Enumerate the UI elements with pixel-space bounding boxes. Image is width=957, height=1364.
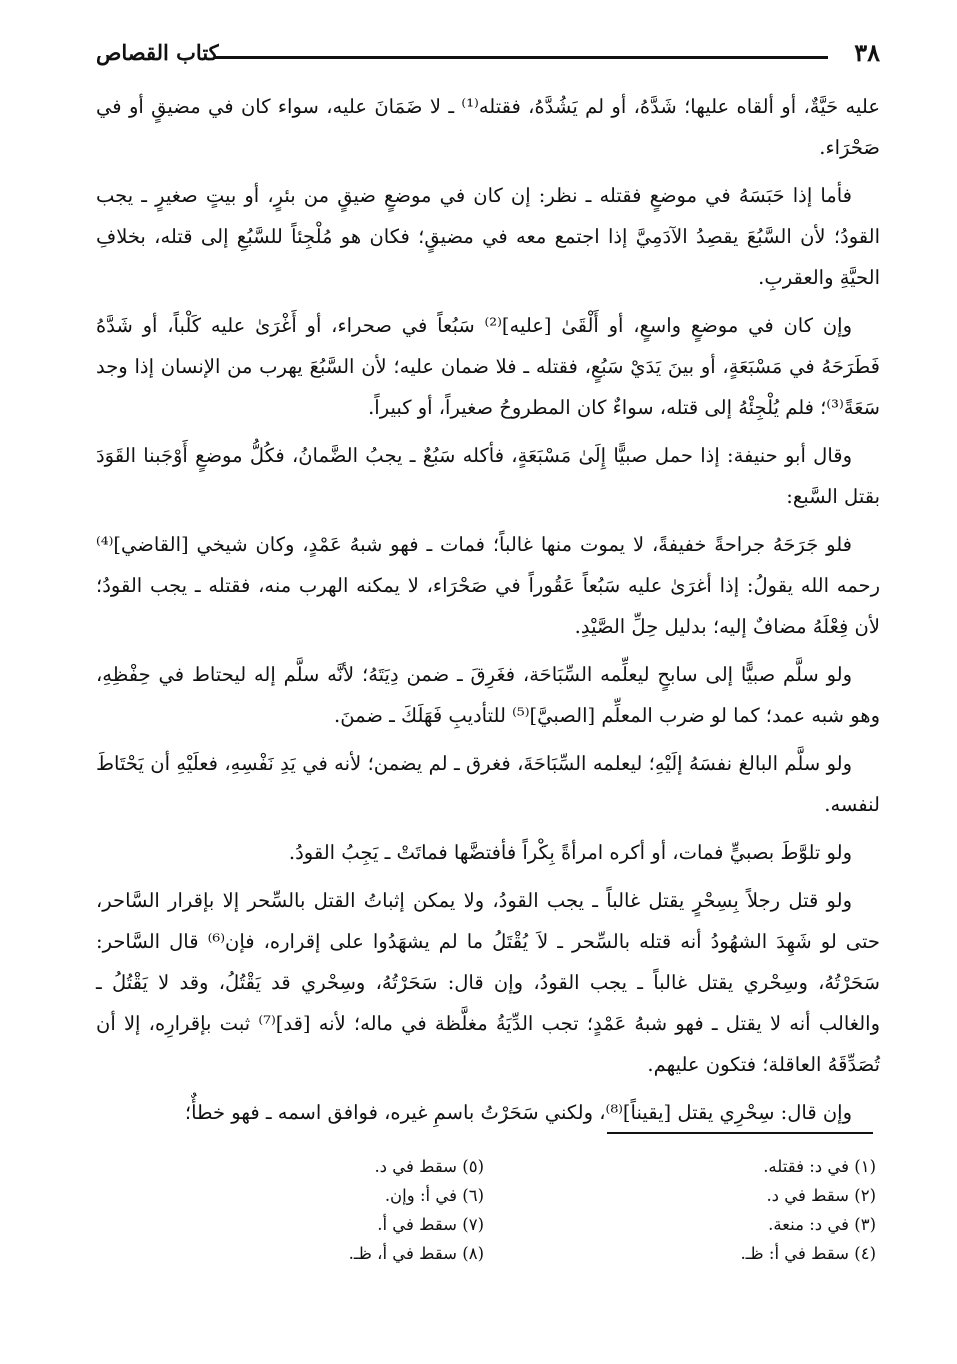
paragraph: ولو سلَّم صبيًّا إلى سابحٍ ليعلِّمه السِّبَاحَة، فغَرِقَ ـ ضمن دِيَتَهُ؛ لأنَّه سلَّم إله ليحتاط في حِفْظِهِ، وهو شبه عمد؛ كما لو ضرب المعلِّم [الصبيَّ]⁽⁵⁾ للتأديبِ فَهَلَكَ ـ ضمنَ.	[96, 663, 880, 727]
footnote: (١) في د: فقتله.	[763, 1157, 876, 1176]
paragraph: وإن كان في موضعٍ واسعٍ، أو أَلْقَىٰ [عليه]⁽²⁾ سَبُعاً في صحراء، أو أَغْرَىٰ عليه كَلْباً، أو شَدَّهُ فَطَرَحَهُ في مَسْبَعَةٍ، أو بينَ يَدَيْ سَبُعٍ، فقتله ـ فلا ضمان عليه؛ لأن السَّبُعَ يهرب من الإنسان إذا وجد سَعَةً⁽³⁾؛ فلم يُلْجِئْهُ إلى قتله، سواءٌ كان المطروحُ صغيراً، أو كبيراً.	[96, 314, 880, 419]
paragraph: وإن قال: سِحْرِي يقتل [يقيناً]⁽⁸⁾، ولكني سَحَرْتُ باسمِ غيره، فوافق اسمه ـ فهو خطأٌ؛	[184, 1101, 852, 1124]
paragraph: ولو تلوَّطَ بصبيٍّ فمات، أو أكره امرأةً بِكْراً فأفتضَّها فماتَتْ ـ يَجِبُ القودُ.	[288, 841, 852, 864]
main-text	[96, 86, 880, 1140]
footnotes	[96, 1152, 880, 1302]
footnote: (٢) سقط في د.	[766, 1186, 876, 1205]
page-header	[96, 34, 880, 70]
footnote: (٧) سقط في أ.	[377, 1215, 484, 1234]
footnote: (٣) في د: منعة.	[768, 1215, 876, 1234]
paragraph: ولو قتل رجلاً بِسِحْرٍ يقتل غالباً ـ يجب القودُ، ولا يمكن إثباتُ القتل بالسِّحر إلا بإقرار السَّاحر، حتى لو شَهِدَ الشهُودُ أنه قتله بالسِّحر ـ لاَ يُقْتَلُ ما لم يشهَدُوا على إقراره، فإن⁽⁶⁾ قال السَّاحر: سَحَرْتُهُ، وسِحْري يقتل غالباً ـ يجب القودُ، وإن قال: سَحَرْتُهُ، وسِحْري قد يَقْتُلُ، وقد لا يَقْتُلُ ـ والغالب أنه لا يقتل ـ فهو شبهُ عَمْدٍ؛ تجب الدِّيَةُ مغلَّظة في ماله؛ لأنه [قد]⁽⁷⁾ ثبت بإقرارِه، إلا أن تُصَدِّقَهُ العاقلة؛ فتكون عليهم.	[96, 889, 880, 1076]
book-title: كتاب القصاص	[96, 40, 219, 65]
footnote: (٤) سقط في أ: ظـ.	[740, 1244, 876, 1263]
header-rule	[214, 56, 828, 59]
footnote-rule	[607, 1132, 873, 1134]
page-number: ٣٨	[854, 38, 880, 67]
footnote: (٦) في أ: وإن.	[384, 1186, 484, 1205]
footnote: (٥) سقط في د.	[374, 1157, 484, 1176]
footnote-column-right	[636, 1152, 876, 1268]
paragraph: فلو جَرَحَهُ جراحةً خفيفةً، لا يموت منها غالباً؛ فمات ـ فهو شبهُ عَمْدٍ، وكان شيخي [القاضي]⁽⁴⁾ رحمه الله يقولُ: إذا أغرَىٰ عليه سَبُعاً عَقُوراً في صَحْرَاء، لا يمكنه الهرب منه، فقتله ـ يجب القودُ؛ لأن فِعْلَهُ مضافٌ إليه؛ بدليل حِلِّ الصَّيْدِ.	[96, 533, 880, 638]
footnote-column-left	[244, 1152, 484, 1268]
paragraph: وقال أبو حنيفة: إذا حمل صبيًّا إِلَىٰ مَسْبَعَةٍ، فأكله سَبُعٌ ـ يجبُ الضَّمانُ، فكُلُّ موضعٍ أَوْجَبنا القَوَدَ بقتل السَّبع:	[96, 444, 880, 508]
footnote: (٨) سقط في أ، ظـ.	[348, 1244, 484, 1263]
paragraph: عليه حَيَّةٌ، أو ألقاه عليها؛ شَدَّهُ، أو لم يَشُدَّهُ، فقتله⁽¹⁾ ـ لا ضَمَانَ عليه، سواء كان في مضيقٍ أو في صَحْرَاء.	[96, 95, 880, 159]
paragraph: فأما إذا حَبَسَهُ في موضعٍ فقتله ـ نظر: إن كان في موضعٍ ضيقٍ من بئرٍ، أو بيتٍ صغيرٍ ـ يجب القودُ؛ لأن السَّبُعَ يقصِدُ الآدَمِيَّ إذا اجتمع معه في مضيقٍ؛ فكان هو مُلْجِئاً للسَّبُعِ إلى قتله، بخلافِ الحيَّةِ والعقربِ.	[96, 184, 880, 289]
paragraph: ولو سلَّم البالغ نفسَهُ إلَيْهِ؛ ليعلمه السِّبَاحَةَ، فغرق ـ لم يضمن؛ لأنه في يَدِ نَفْسِهِ، فعلَيْهِ أن يَحْتَاطَ لنفسه.	[96, 752, 880, 816]
